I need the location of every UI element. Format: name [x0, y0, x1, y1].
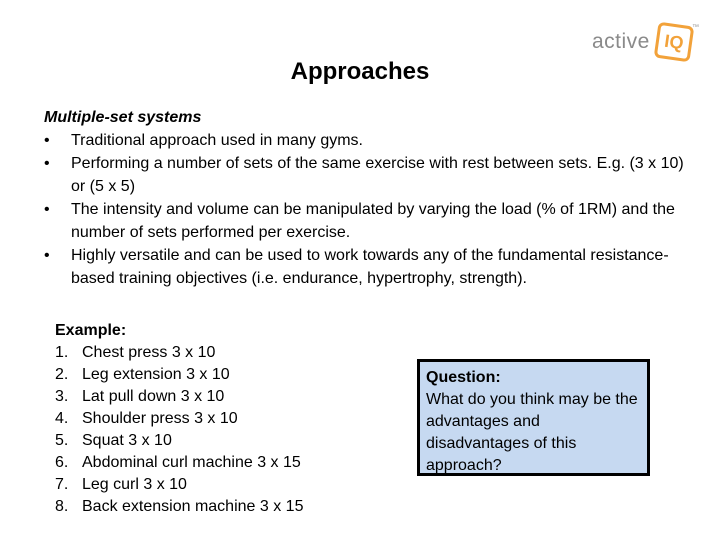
exercise-number: 1. [55, 344, 69, 361]
exercise-text: Shoulder press 3 x 10 [82, 410, 238, 427]
logo-trademark: ™ [692, 24, 699, 31]
logo-iq-mark: IQ [654, 22, 695, 63]
bullet-dot-icon: • [44, 201, 50, 218]
question-heading: Question: [426, 369, 501, 386]
exercise-number: 2. [55, 366, 69, 383]
bullet-item [44, 152, 694, 198]
exercise-text: Abdominal curl machine 3 x 15 [82, 454, 301, 471]
multiple-set-section [44, 106, 694, 290]
exercise-item [55, 430, 303, 452]
bullet-item [44, 198, 694, 244]
example-list [55, 320, 303, 518]
exercise-list [55, 342, 303, 518]
bullet-item [44, 244, 694, 290]
bullet-item [44, 129, 694, 152]
exercise-number: 7. [55, 476, 69, 493]
exercise-number: 4. [55, 410, 69, 427]
bullet-dot-icon: • [44, 247, 50, 264]
bullet-text: Performing a number of sets of the same exercise with rest between sets. E.g. (3 x 10) or (5 x 5) [71, 155, 684, 195]
logo-wordmark: active [592, 30, 650, 53]
bullet-text: Highly versatile and can be used to work towards any of the fundamental resistance-based training objectives (i.e. endurance, hypertrophy, strength). [71, 247, 669, 287]
exercise-text: Leg curl 3 x 10 [82, 476, 187, 493]
exercise-text: Back extension machine 3 x 15 [82, 498, 304, 515]
exercise-number: 3. [55, 388, 69, 405]
exercise-text: Chest press 3 x 10 [82, 344, 216, 361]
example-heading: Example: [55, 322, 127, 339]
exercise-item [55, 386, 303, 408]
bullet-dot-icon: • [44, 132, 50, 149]
bullet-dot-icon: • [44, 155, 50, 172]
exercise-item [55, 408, 303, 430]
bullet-text: Traditional approach used in many gyms. [71, 132, 363, 149]
exercise-number: 8. [55, 498, 69, 515]
exercise-text: Squat 3 x 10 [82, 432, 172, 449]
question-box [417, 359, 650, 476]
bullet-list [44, 129, 694, 290]
exercise-item [55, 364, 303, 386]
exercise-item [55, 474, 303, 496]
exercise-number: 5. [55, 432, 69, 449]
question-text: What do you think may be the advantages and disadvantages of this approach? [426, 391, 638, 474]
exercise-item [55, 452, 303, 474]
section-heading: Multiple-set systems [44, 109, 202, 126]
exercise-item [55, 342, 303, 364]
bullet-text: The intensity and volume can be manipulated by varying the load (% of 1RM) and the number of sets performed per exercise. [71, 201, 675, 241]
exercise-item [55, 496, 303, 518]
exercise-number: 6. [55, 454, 69, 471]
slide-title: Approaches [290, 58, 430, 85]
exercise-text: Leg extension 3 x 10 [82, 366, 230, 383]
exercise-text: Lat pull down 3 x 10 [82, 388, 225, 405]
